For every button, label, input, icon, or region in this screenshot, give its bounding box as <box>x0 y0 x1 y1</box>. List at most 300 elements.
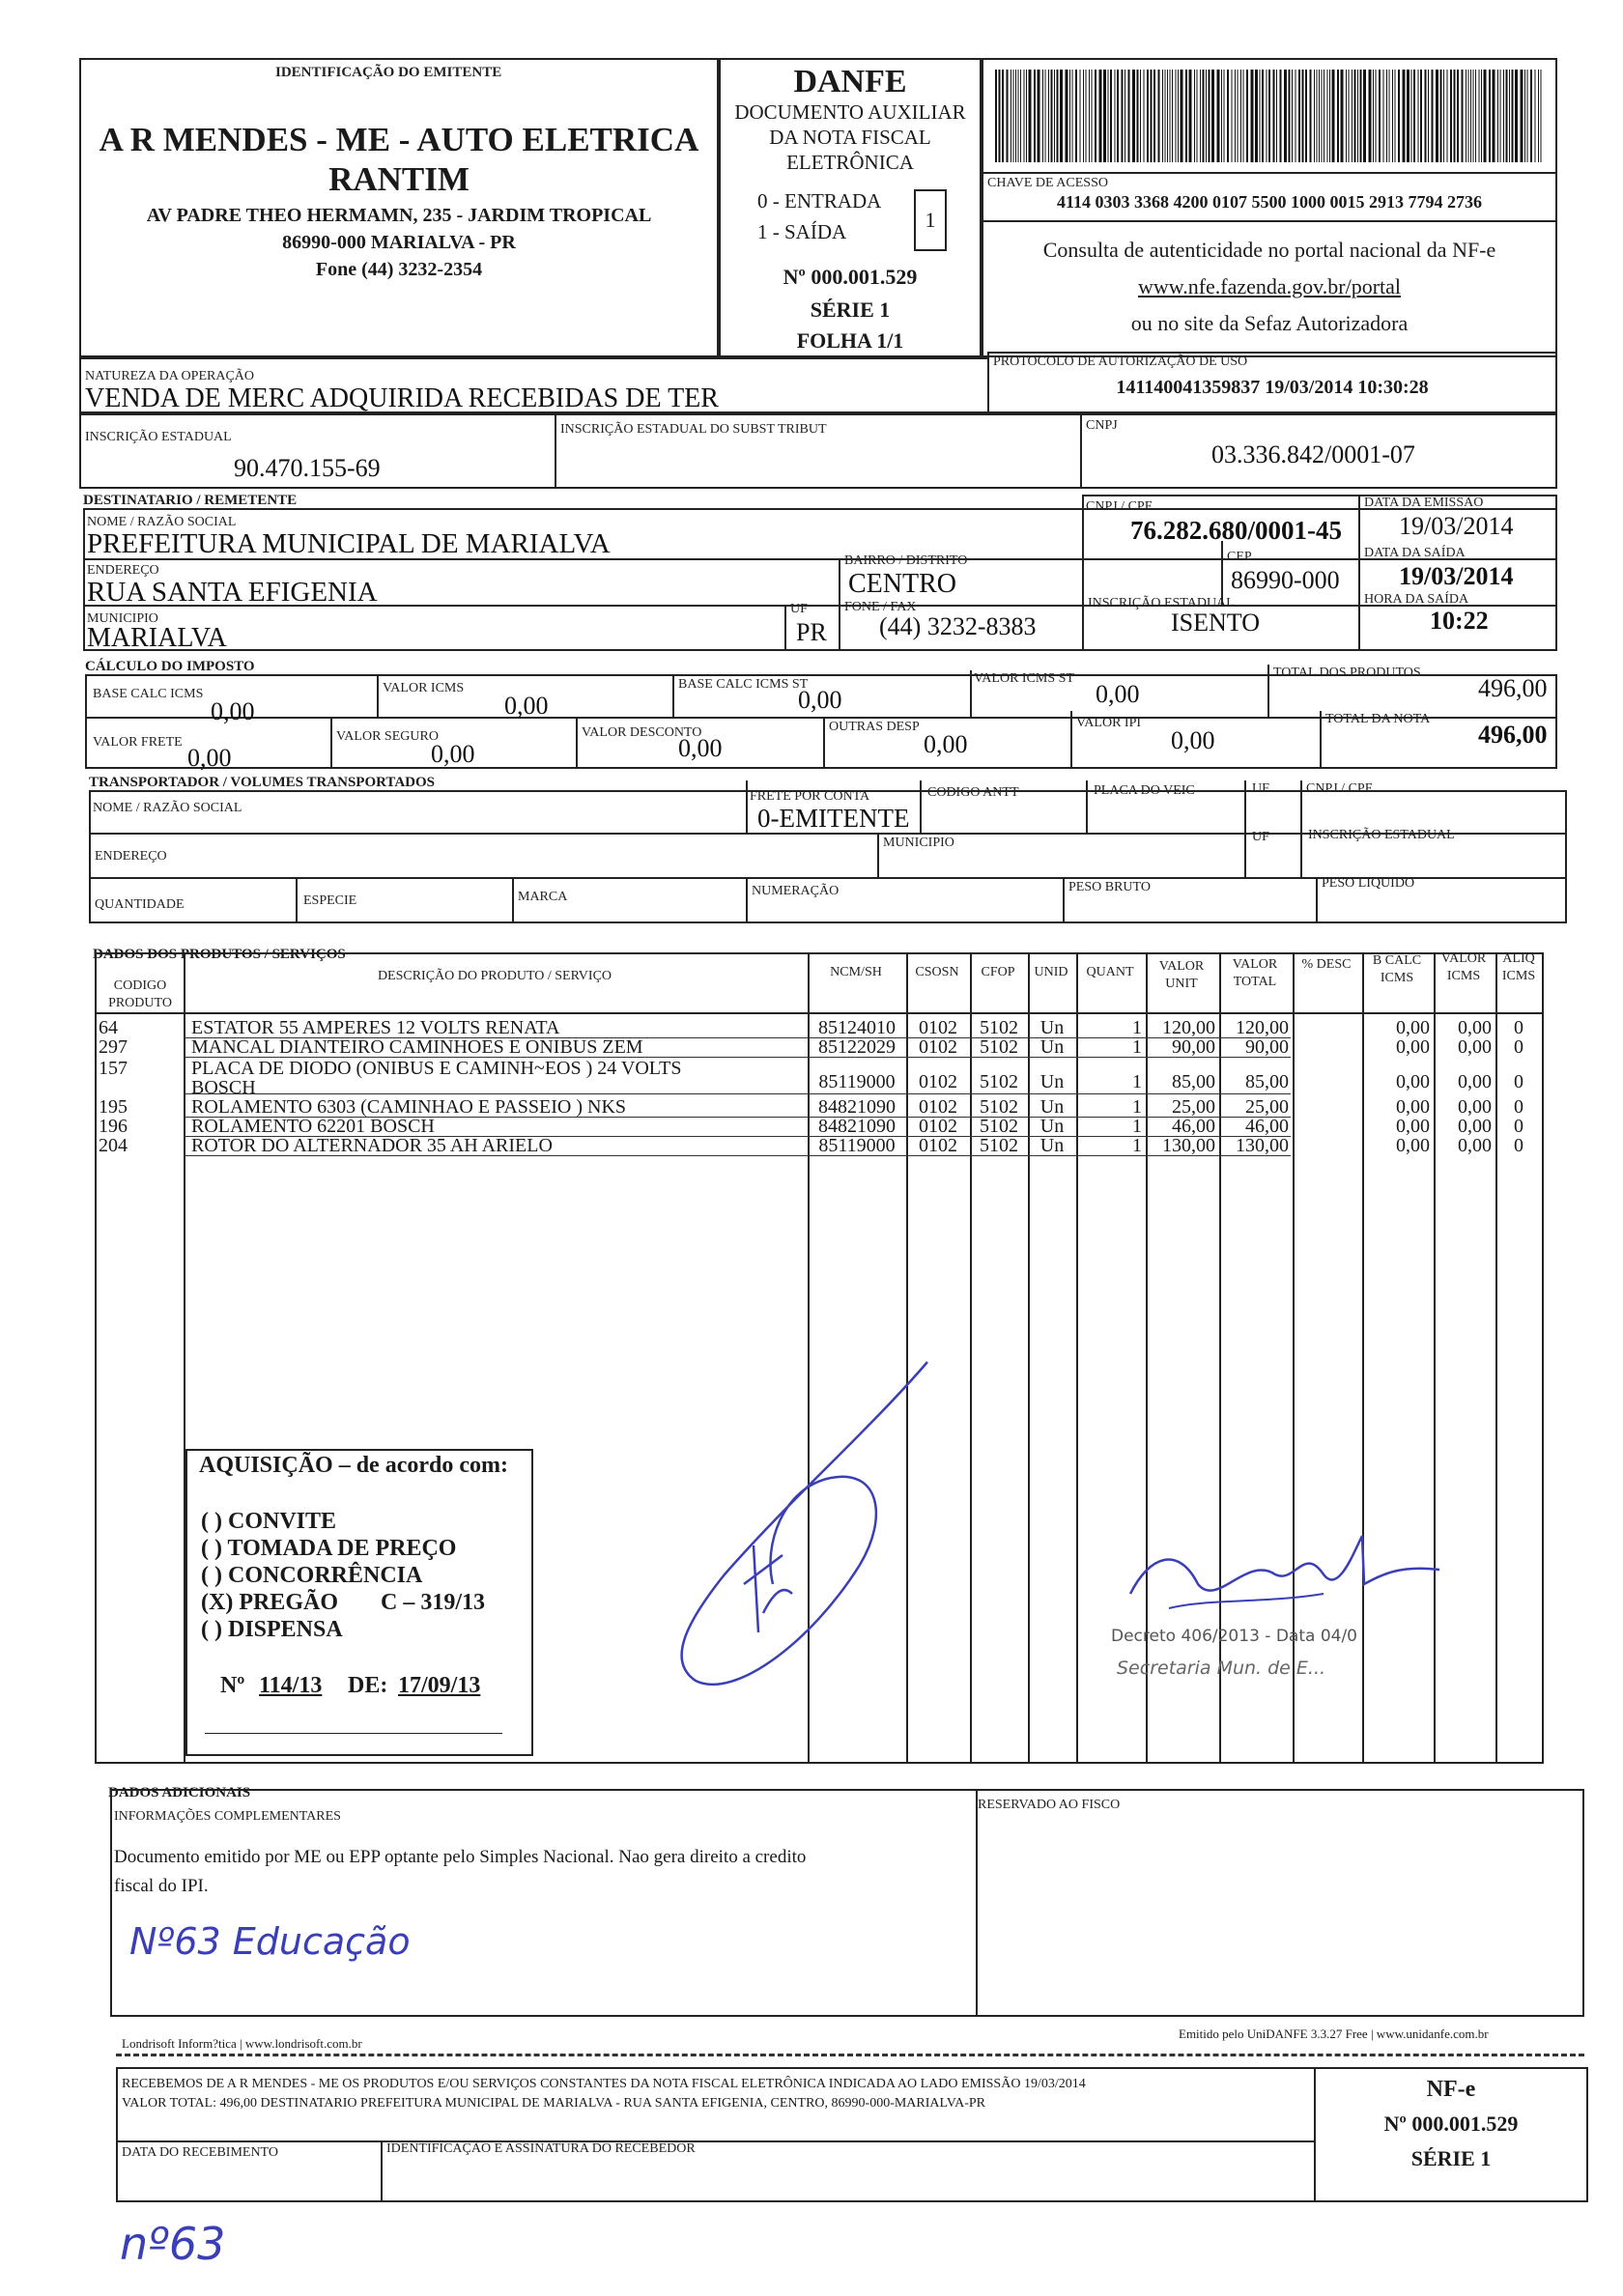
stamp-opt-convite: ( ) CONVITE <box>201 1509 337 1534</box>
total-produtos-label: TOTAL DOS PRODUTOS <box>1273 666 1421 680</box>
barcode-bar <box>1440 70 1442 162</box>
barcode-bar <box>1217 70 1220 162</box>
seguro: 0,00 <box>431 740 475 768</box>
cell-csosn: 0102 <box>919 1135 957 1156</box>
cell-csosn: 0102 <box>919 1036 957 1058</box>
barcode-bar <box>1140 70 1141 162</box>
barcode-bar <box>1029 70 1032 162</box>
cell-ncm: 85122029 <box>818 1036 896 1058</box>
danfe-saida: 1 - SAÍDA <box>757 220 847 243</box>
cell-csosn: 0102 <box>919 1071 957 1092</box>
receipt-data-label: DATA DO RECEBIMENTO <box>122 2145 278 2160</box>
fone-value: (44) 3232-8383 <box>879 612 1037 640</box>
bairro-value: CENTRO <box>848 569 956 599</box>
h-vtotal-2: TOTAL <box>1233 975 1277 989</box>
seguro-label: VALOR SEGURO <box>336 729 439 744</box>
emitter-phone: Fone (44) 3232-2354 <box>315 259 483 280</box>
barcode-bar <box>999 70 1001 162</box>
barcode-bar <box>1151 70 1153 162</box>
saida-label: DATA DA SAÍDA <box>1364 546 1466 560</box>
consult-text: Consulta de autenticidade no portal nacional da NF-e <box>1042 238 1496 262</box>
barcode-bar <box>1255 70 1258 162</box>
barcode-bar <box>1189 70 1192 162</box>
emissao-value: 19/03/2014 <box>1399 512 1514 540</box>
natureza-value: VENDA DE MERC ADQUIRIDA RECEBIDAS DE TER <box>85 383 719 413</box>
cell-desc-continued: BOSCH <box>191 1077 256 1098</box>
barcode-bar <box>1332 70 1335 162</box>
bairro-label: BAIRRO / DISTRITO <box>844 553 968 568</box>
ie-st-label: INSCRIÇÃO ESTADUAL DO SUBST TRIBUT <box>560 422 827 437</box>
barcode-bar <box>1369 70 1372 162</box>
cell-ncm: 84821090 <box>818 1116 896 1137</box>
barcode-bar <box>1002 70 1004 162</box>
footer-left: Londrisoft Inform?tica | www.londrisoft.com.br <box>122 2036 362 2051</box>
barcode-bar <box>1392 70 1393 162</box>
placa-label: PLACA DO VEIC <box>1094 783 1195 798</box>
barcode-bar <box>1276 70 1277 162</box>
total-nota: 496,00 <box>1478 721 1548 749</box>
h-bcalc-1: B CALC <box>1372 953 1422 968</box>
protocolo-value: 141140041359837 19/03/2014 10:30:28 <box>1116 377 1429 398</box>
h-aliq-2: ICMS <box>1501 969 1536 983</box>
barcode-bar <box>1493 70 1495 162</box>
cell-quant: 1 <box>1132 1017 1142 1038</box>
cell-aliq: 0 <box>1514 1017 1523 1038</box>
stamp-num-label: Nº <box>220 1673 245 1698</box>
barcode-bar <box>1007 70 1009 162</box>
barcode <box>995 70 1546 162</box>
barcode-bar <box>1024 70 1025 162</box>
ipi: 0,00 <box>1171 726 1215 754</box>
barcode-bar <box>1211 70 1214 162</box>
barcode-bar <box>1209 70 1210 162</box>
signature-stamp-line1: Decreto 406/2013 - Data 04/0 <box>1111 1627 1357 1646</box>
barcode-bar <box>1132 70 1135 162</box>
barcode-bar <box>1524 70 1525 162</box>
cell-vtotal: 90,00 <box>1245 1036 1289 1058</box>
barcode-bar <box>1341 70 1344 162</box>
barcode-bar <box>1158 70 1160 162</box>
barcode-bar <box>1489 70 1491 162</box>
barcode-bar <box>1468 70 1469 162</box>
barcode-bar <box>1167 70 1168 162</box>
barcode-bar <box>1346 70 1347 162</box>
cell-vtotal: 25,00 <box>1245 1096 1289 1118</box>
cell-vicms: 0,00 <box>1458 1036 1492 1058</box>
barcode-bar <box>1457 70 1459 162</box>
peso-liquido-label: PESO LIQUIDO <box>1322 876 1415 891</box>
cell-desc: ROTOR DO ALTERNADOR 35 AH ARIELO <box>191 1135 553 1156</box>
barcode-bar <box>1060 70 1063 162</box>
cell-desc: ESTATOR 55 AMPERES 12 VOLTS RENATA <box>191 1017 560 1038</box>
barcode-bar <box>1484 70 1487 162</box>
danfe-serie: SÉRIE 1 <box>810 298 891 322</box>
h-codigo-2: PRODUTO <box>108 996 172 1010</box>
cell-vunit: 120,00 <box>1162 1017 1215 1038</box>
barcode-bar <box>1251 70 1254 162</box>
barcode-bar <box>1260 70 1261 162</box>
barcode-bar <box>1289 70 1291 162</box>
cell-code: 157 <box>99 1058 128 1079</box>
hora-value: 10:22 <box>1430 607 1489 635</box>
cell-desc: PLACA DE DIODO (ONIBUS E CAMINH~EOS ) 24 VOLTS <box>191 1058 682 1079</box>
transport-endereco-label: ENDEREÇO <box>95 849 167 864</box>
barcode-bar <box>1235 70 1236 162</box>
stamp-date-label: DE: <box>348 1673 388 1698</box>
base-icms: 0,00 <box>211 697 255 725</box>
cell-code: 64 <box>99 1017 118 1038</box>
barcode-bar <box>1475 70 1476 162</box>
barcode-bar <box>1454 70 1456 162</box>
barcode-bar <box>1181 70 1183 162</box>
barcode-bar <box>1503 70 1504 162</box>
barcode-bar <box>1280 70 1282 162</box>
signature-scribble <box>667 1352 937 1700</box>
cell-aliq: 0 <box>1514 1071 1523 1092</box>
cell-bcalc: 0,00 <box>1396 1036 1430 1058</box>
barcode-bar <box>1379 70 1381 162</box>
barcode-bar <box>1418 70 1419 162</box>
barcode-bar <box>1221 70 1222 162</box>
barcode-bar <box>1048 70 1049 162</box>
barcode-bar <box>1072 70 1073 162</box>
danfe-number: Nº 000.001.529 <box>783 265 918 289</box>
h-aliq-1: ALIQ <box>1502 951 1535 966</box>
barcode-bar <box>1317 70 1318 162</box>
reserved-label: RESERVADO AO FISCO <box>978 1798 1121 1812</box>
protocolo-label: PROTOCOLO DE AUTORIZAÇÃO DE USO <box>993 354 1248 369</box>
info-text-1: Documento emitido por ME ou EPP optante pelo Simples Nacional. Nao gera direito a credito <box>114 1847 807 1867</box>
barcode-bar <box>1238 70 1239 162</box>
cell-desc: ROLAMENTO 62201 BOSCH <box>191 1116 435 1137</box>
cell-unid: Un <box>1039 1071 1065 1092</box>
cell-csosn: 0102 <box>919 1116 957 1137</box>
consult-sefaz: ou no site da Sefaz Autorizadora <box>1130 311 1409 335</box>
barcode-bar <box>1128 70 1130 162</box>
barcode-bar <box>1420 70 1422 162</box>
barcode-bar <box>1360 70 1362 162</box>
barcode-bar <box>1298 70 1300 162</box>
access-key-label: CHAVE DE ACESSO <box>987 176 1108 190</box>
barcode-bar <box>1395 70 1396 162</box>
barcode-bar <box>1051 70 1053 162</box>
stamp-opt-concorrencia: ( ) CONCORRÊNCIA <box>201 1563 423 1588</box>
tax-section-label: CÁLCULO DO IMPOSTO <box>85 659 255 674</box>
barcode-bar <box>1246 70 1248 162</box>
barcode-bar <box>1349 70 1350 162</box>
row-underline <box>184 1155 1291 1156</box>
barcode-bar <box>1162 70 1163 162</box>
barcode-bar <box>1034 70 1036 162</box>
cell-vtotal: 46,00 <box>1245 1116 1289 1137</box>
cell-aliq: 0 <box>1514 1135 1523 1156</box>
barcode-bar <box>1243 70 1244 162</box>
transport-ie-label: INSCRIÇÃO ESTADUAL <box>1308 828 1455 842</box>
barcode-bar <box>1144 70 1145 162</box>
frete-conta-label: FRETE POR CONTA <box>750 789 870 804</box>
barcode-bar <box>1337 70 1339 162</box>
barcode-bar <box>1383 70 1384 162</box>
cell-cfop: 5102 <box>980 1135 1018 1156</box>
barcode-bar <box>1403 70 1406 162</box>
transport-name-label: NOME / RAZÃO SOCIAL <box>93 801 242 815</box>
valor-icms: 0,00 <box>504 692 549 720</box>
danfe-subtitle-2: DA NOTA FISCAL <box>769 126 931 149</box>
barcode-bar <box>1095 70 1096 162</box>
cell-code: 196 <box>99 1116 128 1137</box>
cell-cfop: 5102 <box>980 1096 1018 1118</box>
barcode-bar <box>1042 70 1043 162</box>
cell-vicms: 0,00 <box>1458 1096 1492 1118</box>
barcode-bar <box>1462 70 1464 162</box>
barcode-bar <box>1538 70 1539 162</box>
cell-unid: Un <box>1039 1017 1065 1038</box>
cut-line <box>116 2054 1584 2056</box>
barcode-bar <box>1117 70 1119 162</box>
h-ncm: NCM/SH <box>830 965 882 979</box>
h-unid: UNID <box>1034 965 1068 979</box>
cell-vunit: 130,00 <box>1162 1135 1215 1156</box>
transport-municipio-label: MUNICIPIO <box>883 836 954 850</box>
barcode-bar <box>1428 70 1429 162</box>
barcode-bar <box>1389 70 1390 162</box>
handwritten-bottom: nº63 <box>120 2218 226 2270</box>
barcode-bar <box>1165 70 1166 162</box>
cell-vtotal: 120,00 <box>1236 1017 1289 1038</box>
cep-label: CEP <box>1227 550 1252 564</box>
endereco-value: RUA SANTA EFIGENIA <box>87 577 378 608</box>
cell-quant: 1 <box>1132 1071 1142 1092</box>
barcode-bar <box>1194 70 1195 162</box>
footer-right: Emitido pelo UniDANFE 3.3.27 Free | www.unidanfe.com.br <box>1179 2027 1489 2041</box>
valor-icms-st-label: VALOR ICMS ST <box>974 671 1074 686</box>
barcode-bar <box>1122 70 1124 162</box>
cell-unid: Un <box>1039 1116 1065 1137</box>
products-section-label: DADOS DOS PRODUTOS / SERVIÇOS <box>93 947 346 962</box>
transport-uf2-label: UF <box>1252 830 1269 844</box>
signature-stamp-line2: Secretaria Mun. de E... <box>1117 1658 1326 1679</box>
h-quant: QUANT <box>1086 965 1134 979</box>
barcode-bar <box>1153 70 1155 162</box>
transport-section-label: TRANSPORTADOR / VOLUMES TRANSPORTADOS <box>89 775 436 790</box>
h-codigo-1: CODIGO <box>113 978 167 993</box>
receipt-text-1: RECEBEMOS DE A R MENDES - ME OS PRODUTOS E/OU SERVIÇOS CONSTANTES DA NOTA FISCAL ELETRÔNICA INDICADA AO LADO EMISSÃO 19/03/2014 <box>122 2077 1086 2091</box>
barcode-bar <box>1327 70 1328 162</box>
valor-icms-st: 0,00 <box>1096 680 1140 708</box>
cnpj-label: CNPJ <box>1086 418 1118 433</box>
barcode-bar <box>1240 70 1241 162</box>
barcode-bar <box>1450 70 1452 162</box>
barcode-bar <box>1497 70 1498 162</box>
barcode-bar <box>1170 70 1171 162</box>
additional-section-label: DADOS ADICIONAIS <box>108 1785 251 1800</box>
cell-vunit: 90,00 <box>1172 1036 1215 1058</box>
barcode-bar <box>1018 70 1019 162</box>
barcode-bar <box>1197 70 1198 162</box>
barcode-bar <box>1066 70 1068 162</box>
cell-ncm: 85119000 <box>818 1135 896 1156</box>
recipient-section-label: DESTINATARIO / REMETENTE <box>83 493 298 508</box>
barcode-bar <box>1203 70 1205 162</box>
barcode-bar <box>1354 70 1356 162</box>
access-key: 4114 0303 3368 4200 0107 5500 1000 0015 2913 7794 2736 <box>1056 192 1482 212</box>
barcode-bar <box>1386 70 1387 162</box>
barcode-bar <box>1535 70 1536 162</box>
frete-conta-value: 0-EMITENTE <box>757 804 910 833</box>
barcode-bar <box>1500 70 1501 162</box>
cell-quant: 1 <box>1132 1116 1142 1137</box>
antt-label: CODIGO ANTT <box>927 785 1019 800</box>
barcode-bar <box>1262 70 1264 162</box>
desconto: 0,00 <box>678 734 723 762</box>
barcode-bar <box>1103 70 1106 162</box>
receipt-text-2: VALOR TOTAL: 496,00 DESTINATARIO PREFEITURA MUNICIPAL DE MARIALVA - RUA SANTA EFIGENIA, CENTRO, 86990-000-MARIALVA-PR <box>122 2096 985 2111</box>
barcode-bar <box>1322 70 1323 162</box>
barcode-bar <box>1436 70 1438 162</box>
recipient-ie-label: INSCRIÇÃO ESTADUAL <box>1088 596 1235 610</box>
h-bcalc-2: ICMS <box>1380 971 1414 985</box>
barcode-bar <box>1447 70 1448 162</box>
cell-quant: 1 <box>1132 1036 1142 1058</box>
barcode-bar <box>1092 70 1093 162</box>
barcode-bar <box>1086 70 1087 162</box>
barcode-bar <box>1137 70 1139 162</box>
barcode-bar <box>1305 70 1307 162</box>
recipient-name: PREFEITURA MUNICIPAL DE MARIALVA <box>87 528 611 559</box>
barcode-bar <box>1089 70 1090 162</box>
cell-aliq: 0 <box>1514 1096 1523 1118</box>
emitter-name: A R MENDES - ME - AUTO ELETRICA <box>99 121 699 158</box>
stamp-num-value: 114/13 <box>259 1673 323 1698</box>
cell-quant: 1 <box>1132 1096 1142 1118</box>
cell-bcalc: 0,00 <box>1396 1116 1430 1137</box>
cell-desc: MANCAL DIANTEIRO CAMINHOES E ONIBUS ZEM <box>191 1036 643 1058</box>
barcode-bar <box>1020 70 1021 162</box>
receipt-serie: SÉRIE 1 <box>1410 2146 1492 2170</box>
barcode-bar <box>1314 70 1315 162</box>
cell-vunit: 85,00 <box>1172 1071 1215 1092</box>
stamp-opt-tomada: ( ) TOMADA DE PREÇO <box>201 1536 457 1561</box>
danfe-subtitle-1: DOCUMENTO AUXILIAR <box>734 100 966 124</box>
consult-url[interactable]: www.nfe.fazenda.gov.br/portal <box>1137 274 1402 298</box>
barcode-bar <box>1224 70 1225 162</box>
cell-vicms: 0,00 <box>1458 1017 1492 1038</box>
info-text-2: fiscal do IPI. <box>114 1876 209 1896</box>
natureza-label: NATUREZA DA OPERAÇÃO <box>85 369 255 383</box>
receipt-ident-label: IDENTIFICAÇÃO E ASSINATURA DO RECEBEDOR <box>386 2141 696 2156</box>
h-vtotal-1: VALOR <box>1232 957 1278 972</box>
recipient-name-label: NOME / RAZÃO SOCIAL <box>87 515 237 529</box>
barcode-bar <box>1268 70 1270 162</box>
total-produtos: 496,00 <box>1478 674 1548 702</box>
barcode-bar <box>1015 70 1016 162</box>
desconto-label: VALOR DESCONTO <box>582 725 702 740</box>
cell-ncm: 85124010 <box>818 1017 896 1038</box>
endereco-label: ENDEREÇO <box>87 563 159 578</box>
h-vicms-1: VALOR <box>1440 951 1487 966</box>
barcode-bar <box>1069 70 1070 162</box>
cell-unid: Un <box>1039 1036 1065 1058</box>
cell-aliq: 0 <box>1514 1116 1523 1137</box>
recipient-cnpj: 76.282.680/0001-45 <box>1130 516 1342 545</box>
danfe-folha: FOLHA 1/1 <box>796 328 904 353</box>
barcode-bar <box>1407 70 1409 162</box>
municipio-label: MUNICIPIO <box>87 611 158 626</box>
cell-unid: Un <box>1039 1096 1065 1118</box>
danfe-title: DANFE <box>793 64 907 99</box>
barcode-bar <box>1292 70 1293 162</box>
uf-value: PR <box>796 618 827 646</box>
barcode-bar <box>1057 70 1059 162</box>
valor-icms-label: VALOR ICMS <box>383 681 465 695</box>
cell-vtotal: 85,00 <box>1245 1071 1289 1092</box>
barcode-bar <box>1038 70 1040 162</box>
stamp-title: AQUISIÇÃO – de acordo com: <box>199 1453 508 1478</box>
products-header-line <box>95 1012 1544 1014</box>
barcode-bar <box>1443 70 1444 162</box>
cell-cfop: 5102 <box>980 1017 1018 1038</box>
ie-label: INSCRIÇÃO ESTADUAL <box>85 430 232 444</box>
barcode-bar <box>1425 70 1427 162</box>
barcode-bar <box>1013 70 1014 162</box>
h-vicms-2: ICMS <box>1446 969 1481 983</box>
base-icms-st-label: BASE CALC ICMS ST <box>678 677 809 692</box>
barcode-bar <box>1108 70 1109 162</box>
ipi-label: VALOR IPI <box>1076 716 1142 730</box>
cell-ncm: 85119000 <box>818 1071 896 1092</box>
row-underline <box>184 1093 1291 1094</box>
barcode-bar <box>1227 70 1229 162</box>
barcode-bar <box>1512 70 1514 162</box>
barcode-bar <box>1172 70 1173 162</box>
cell-vicms: 0,00 <box>1458 1071 1492 1092</box>
stamp-opt-dispensa: ( ) DISPENSA <box>201 1617 343 1642</box>
frete-label: VALOR FRETE <box>93 735 183 750</box>
emitter-name-line2: RANTIM <box>328 160 470 198</box>
barcode-bar <box>1521 70 1523 162</box>
cell-code: 204 <box>99 1135 128 1156</box>
barcode-bar <box>1376 70 1377 162</box>
barcode-bar <box>1185 70 1187 162</box>
barcode-bar <box>1200 70 1201 162</box>
barcode-bar <box>1470 70 1471 162</box>
cell-cfop: 5102 <box>980 1036 1018 1058</box>
uf-label: UF <box>790 602 808 616</box>
cell-bcalc: 0,00 <box>1396 1017 1430 1038</box>
barcode-bar <box>1302 70 1304 162</box>
numeracao-label: NUMERAÇÃO <box>752 884 840 898</box>
barcode-bar <box>1363 70 1366 162</box>
cell-bcalc: 0,00 <box>1396 1135 1430 1156</box>
barcode-bar <box>1411 70 1412 162</box>
barcode-bar <box>1176 70 1177 162</box>
emitter-section-label: IDENTIFICAÇÃO DO EMITENTE <box>275 65 502 80</box>
barcode-bar <box>1509 70 1510 162</box>
barcode-bar <box>1045 70 1046 162</box>
barcode-bar <box>1319 70 1320 162</box>
marca-label: MARCA <box>518 890 568 904</box>
fone-label: FONE / FAX <box>844 600 917 614</box>
barcode-bar <box>1310 70 1312 162</box>
barcode-bar <box>1413 70 1415 162</box>
municipio-value: MARIALVA <box>87 623 227 653</box>
barcode-bar <box>1054 70 1055 162</box>
cell-csosn: 0102 <box>919 1096 957 1118</box>
barcode-bar <box>1373 70 1374 162</box>
barcode-bar <box>1473 70 1474 162</box>
cell-csosn: 0102 <box>919 1017 957 1038</box>
cell-desc: ROLAMENTO 6303 (CAMINHAO E PASSEIO ) NKS <box>191 1096 627 1118</box>
